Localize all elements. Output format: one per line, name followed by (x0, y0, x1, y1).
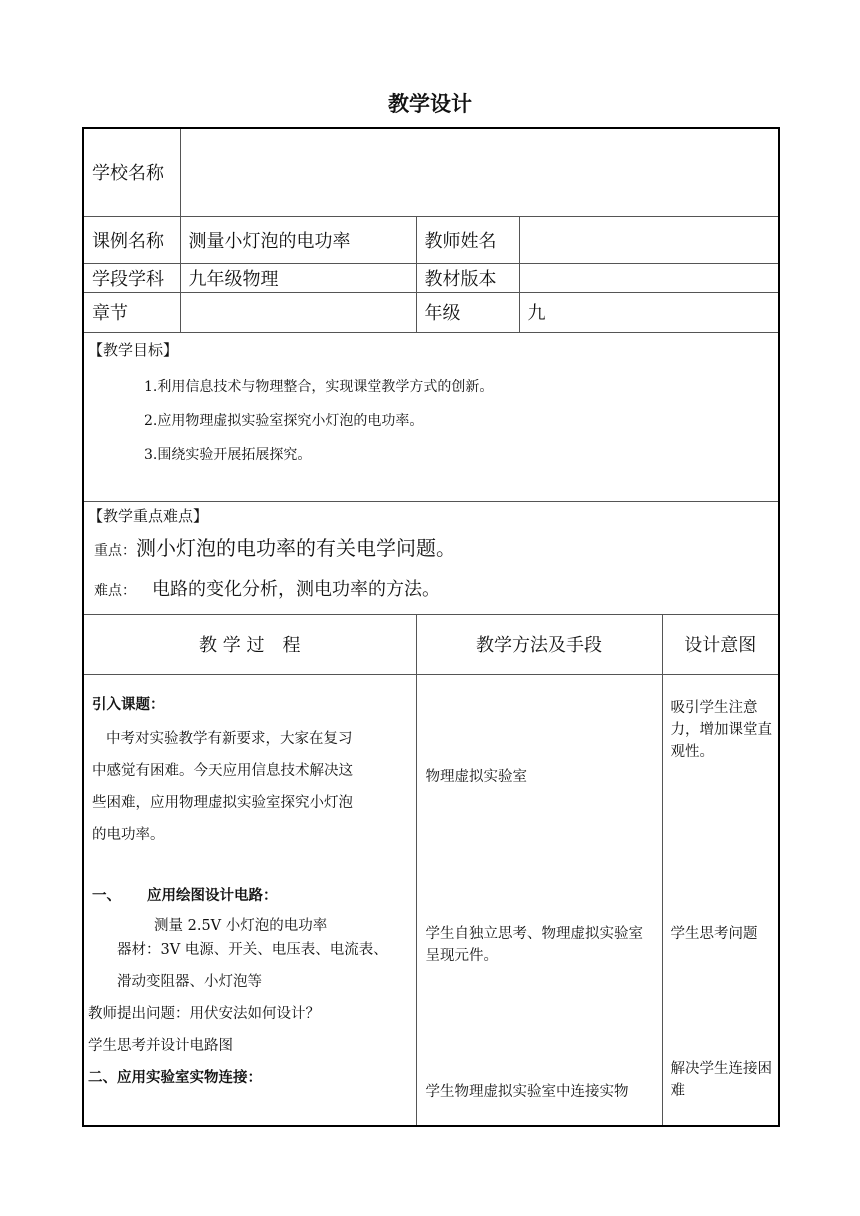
row-subject (83, 263, 779, 292)
intent-2: 学生思考问题 (670, 925, 758, 942)
row-objectives (83, 332, 779, 501)
step1-line3: 滑动变阻器、小灯泡等 (117, 973, 262, 990)
row-chapter (83, 292, 779, 332)
school-value (180, 128, 779, 216)
edition-label: 教材版本 (416, 263, 519, 292)
objectives-cell (83, 332, 779, 501)
subject-label: 学段学科 (83, 263, 180, 292)
difficulty-line (88, 575, 770, 601)
intro-line: 的电功率。 (92, 826, 165, 843)
method-2: 学生自独立思考、物理虚拟实验室呈现元件。 (425, 925, 643, 964)
intent-1: 吸引学生注意力，增加课堂直观性。 (670, 699, 772, 760)
document-title: 教学设计 (388, 92, 472, 116)
intro-line: 中考对实验教学有新要求，大家在复习 (106, 730, 353, 747)
key-points-title: 【教学重点难点】 (88, 506, 209, 525)
focus-label: 重点： (94, 542, 136, 559)
step1-heading (92, 880, 278, 912)
focus-text: 测小灯泡的电功率的有关电学问题。 (136, 535, 456, 560)
objective-item: 3.围绕实验开展拓展探究。 (144, 446, 312, 463)
key-points-cell (83, 501, 779, 614)
intro-line: 些困难，应用物理虚拟实验室探究小灯泡 (92, 794, 353, 811)
intent-cell (662, 674, 779, 1126)
focus-line (88, 532, 770, 561)
grade-value: 九 (519, 292, 779, 332)
chapter-label: 章节 (83, 292, 180, 332)
grade-label: 年级 (416, 292, 519, 332)
teacher-value (519, 216, 779, 263)
course-label: 课例名称 (83, 216, 180, 263)
student-activity: 学生思考并设计电路图 (88, 1037, 233, 1054)
subject-value: 九年级物理 (180, 263, 416, 292)
step1-number: 一、 (92, 886, 121, 904)
process-header-col1: 教 学 过 程 (83, 614, 416, 674)
edition-value (519, 263, 779, 292)
row-course (83, 216, 779, 263)
row-school (83, 128, 779, 216)
course-value: 测量小灯泡的电功率 (180, 216, 416, 263)
process-cell (83, 674, 416, 1126)
objective-item: 1.利用信息技术与物理整合，实现课堂教学方式的创新。 (144, 378, 494, 395)
row-key-points (83, 501, 779, 614)
intro-paragraph (92, 723, 422, 851)
method-3: 学生物理虚拟实验室中连接实物 (425, 1083, 629, 1100)
objective-item: 2.应用物理虚拟实验室探究小灯泡的电功率。 (144, 412, 424, 429)
chapter-value (180, 292, 416, 332)
objectives-title: 【教学目标】 (88, 340, 179, 359)
lesson-plan-table (82, 127, 780, 1127)
row-process-header (83, 614, 779, 674)
step2-title: 二、应用实验室实物连接： (88, 1068, 262, 1086)
process-header-col2: 教学方法及手段 (416, 614, 662, 674)
step1-title: 应用绘图设计电路： (147, 886, 278, 904)
intro-title: 引入课题： (92, 695, 165, 713)
step1-line2: 器材：3V 电源、开关、电压表、电流表、 (117, 941, 388, 958)
difficulty-text: 电路的变化分析，测电功率的方法。 (152, 578, 440, 600)
process-header-col3: 设计意图 (662, 614, 779, 674)
school-label: 学校名称 (83, 128, 180, 216)
method-1: 物理虚拟实验室 (425, 768, 527, 785)
objectives-list (88, 370, 770, 472)
method-cell (416, 674, 662, 1126)
step1-line1: 测量 2.5V 小灯泡的电功率 (154, 917, 328, 934)
difficulty-label: 难点： (94, 582, 136, 599)
intent-3: 解决学生连接困难 (670, 1060, 772, 1099)
teacher-question: 教师提出问题：用伏安法如何设计？ (88, 1005, 320, 1022)
intro-line: 中感觉有困难。今天应用信息技术解决这 (92, 762, 353, 779)
row-process-body (83, 674, 779, 1126)
teacher-label: 教师姓名 (416, 216, 519, 263)
